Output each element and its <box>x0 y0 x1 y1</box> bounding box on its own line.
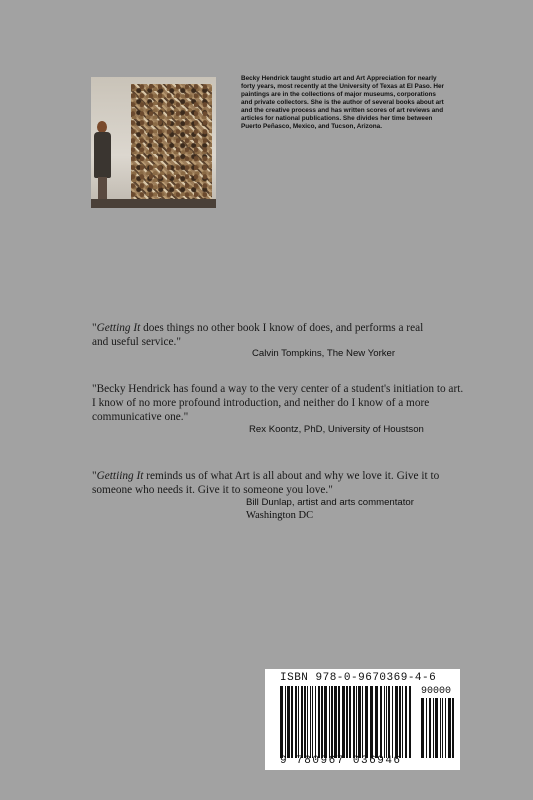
author-figure-legs <box>98 177 107 199</box>
gallery-floor <box>91 199 216 208</box>
quote-2-line-1: "Becky Hendrick has found a way to the very center of a student's initiation to art. <box>92 383 464 395</box>
price-code: 90000 <box>421 686 452 697</box>
quote-2 <box>92 382 463 424</box>
barcode-stripe <box>312 686 313 758</box>
barcode-stripe <box>356 686 357 758</box>
author-photo <box>91 77 216 208</box>
barcode-stripe <box>304 686 306 758</box>
quote-1-attribution: Calvin Tompkins, The New Yorker <box>252 348 396 359</box>
quote-1 <box>92 321 423 349</box>
barcode-stripe <box>287 686 290 758</box>
barcode-stripe <box>388 686 390 758</box>
barcode-stripe <box>331 686 333 758</box>
quote-2-attribution: Rex Koontz, PhD, University of Houstson <box>249 424 424 435</box>
barcode-stripe <box>426 698 427 758</box>
quote-1-line-1: does things no other book I know of does, and performs a real <box>140 322 424 334</box>
ean-barcode-icon <box>280 686 412 758</box>
author-bio: Becky Hendrick taught studio art and Art Appreciation for nearly forty years, most recently at the University of Texas at El Paso. Her paintings are in the collections of major museums, corporations and private collectors. She is the author of several books about art and the creative process and has written scores of art reviews and articles for national publications. She divides her time between Puerto Peñasco, Mexico, and Tucson, Arizona. <box>241 75 445 130</box>
barcode-stripe <box>386 686 387 758</box>
quote-3-book-title: Gettiing It <box>96 470 144 482</box>
barcode-stripe <box>448 698 451 758</box>
barcode-stripe <box>349 686 351 758</box>
barcode-stripe <box>445 698 446 758</box>
barcode-stripe <box>280 686 283 758</box>
ean-digits: 9 780967 036946 <box>280 755 402 767</box>
barcode-stripe <box>291 686 293 758</box>
barcode-stripe <box>405 686 407 758</box>
barcode-stripe <box>318 686 320 758</box>
barcode-stripe <box>433 698 434 758</box>
quote-3 <box>92 469 439 497</box>
quote-2-line-3: communicative one." <box>92 411 189 423</box>
barcode-stripe <box>324 686 327 758</box>
quote-2-line-2: I know of no more profound introduction, and neither do I know of a more <box>92 397 430 409</box>
barcode-stripe <box>315 686 316 758</box>
barcode-stripe <box>409 686 411 758</box>
barcode-stripe <box>421 698 424 758</box>
quote-3-open-mark: " <box>92 470 97 482</box>
barcode-stripe <box>440 698 441 758</box>
abstract-painting <box>131 84 212 200</box>
barcode-stripe <box>375 686 378 758</box>
barcode-stripe <box>358 686 361 758</box>
quote-1-open-mark: " <box>92 322 97 334</box>
isbn-label: ISBN 978-0-9670369-4-6 <box>280 672 437 684</box>
barcode-stripe <box>392 686 393 758</box>
barcode-stripe <box>429 698 431 758</box>
barcode-stripe <box>310 686 311 758</box>
quote-1-line-2: and useful service." <box>92 336 181 348</box>
barcode-stripe <box>334 686 337 758</box>
barcode-stripe <box>346 686 348 758</box>
price-barcode-icon <box>421 698 455 758</box>
barcode-stripe <box>365 686 368 758</box>
barcode-stripe <box>384 686 385 758</box>
quote-1-book-title: Getting It <box>96 322 141 334</box>
barcode-stripe <box>338 686 340 758</box>
barcode-stripe <box>285 686 286 758</box>
barcode-stripe <box>307 686 308 758</box>
barcode-stripe <box>402 686 403 758</box>
quote-3-location: Washington DC <box>246 510 314 521</box>
author-figure-body <box>94 132 111 178</box>
barcode-stripe <box>399 686 401 758</box>
barcode-stripe <box>395 686 398 758</box>
barcode-stripe <box>298 686 299 758</box>
quote-3-line-1: reminds us of what Art is all about and why we love it. Give it to <box>143 470 440 482</box>
barcode-stripe <box>370 686 373 758</box>
barcode-stripe <box>380 686 382 758</box>
barcode-stripe <box>435 698 438 758</box>
barcode-stripe <box>295 686 297 758</box>
barcode-stripe <box>353 686 355 758</box>
barcode-stripe <box>342 686 345 758</box>
barcode-stripe <box>452 698 454 758</box>
barcode-stripe <box>301 686 303 758</box>
barcode-stripe <box>321 686 323 758</box>
barcode-stripe <box>362 686 363 758</box>
barcode-stripe <box>442 698 443 758</box>
quote-3-line-2: someone who needs it. Give it to someone you love." <box>92 484 333 496</box>
barcode-stripe <box>329 686 330 758</box>
quote-3-attribution: Bill Dunlap, artist and arts commentator <box>246 497 414 508</box>
